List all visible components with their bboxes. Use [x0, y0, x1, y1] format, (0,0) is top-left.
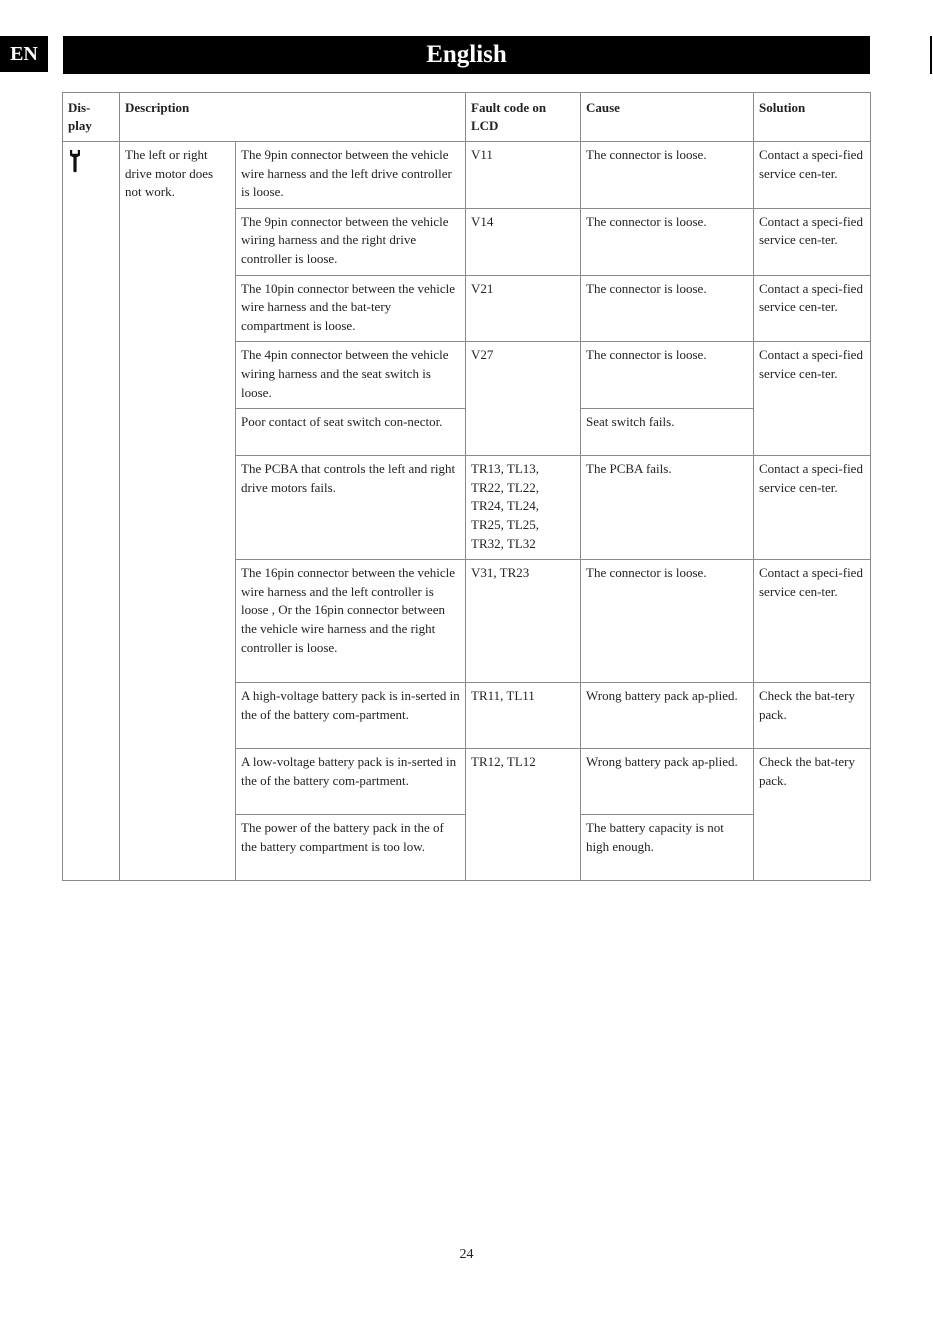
cause-cell: The connector is loose.	[581, 208, 754, 275]
detail-cell: Poor contact of seat switch con-nector.	[236, 409, 466, 456]
col-header-cause: Cause	[581, 93, 754, 142]
table-header-row	[63, 93, 871, 142]
symptom-cell: The left or right drive motor does not work.	[120, 142, 236, 881]
detail-cell: The 10pin connector between the vehicle wire harness and the bat-tery compartment is loose.	[236, 275, 466, 342]
detail-cell: The 16pin connector between the vehicle wire harness and the left controller is loose , Or the 16pin connector between the vehicle wire harness and the right controller is loose.	[236, 560, 466, 683]
cause-cell: The connector is loose.	[581, 275, 754, 342]
col-header-fault-code: Fault code on LCD	[466, 93, 581, 142]
language-title-bar: English	[63, 36, 870, 74]
cause-cell: The connector is loose.	[581, 342, 754, 409]
solution-cell: Check the bat-tery pack.	[754, 683, 871, 749]
display-cell	[63, 142, 120, 881]
solution-cell: Check the bat-tery pack.	[754, 749, 871, 881]
col-header-display: Dis- play	[63, 93, 120, 142]
cause-cell: Wrong battery pack ap-plied.	[581, 683, 754, 749]
cause-cell: Wrong battery pack ap-plied.	[581, 749, 754, 815]
solution-cell: Contact a speci-fied service cen-ter.	[754, 342, 871, 456]
solution-cell: Contact a speci-fied service cen-ter.	[754, 456, 871, 560]
detail-cell: The 9pin connector between the vehicle wire harness and the left drive controller is loose.	[236, 142, 466, 209]
fault-code-cell: V21	[466, 275, 581, 342]
fault-code-cell: V14	[466, 208, 581, 275]
fault-code-cell: TR11, TL11	[466, 683, 581, 749]
detail-cell: The 9pin connector between the vehicle wiring harness and the right drive controller is loose.	[236, 208, 466, 275]
cause-cell: The connector is loose.	[581, 142, 754, 209]
fault-code-cell: V27	[466, 342, 581, 456]
language-code-tab: EN	[0, 36, 48, 72]
fault-code-cell: TR13, TL13, TR22, TL22, TR24, TL24, TR25, TL25, TR32, TL32	[466, 456, 581, 560]
page-edge-mark	[930, 36, 932, 74]
detail-cell: The PCBA that controls the left and right drive motors fails.	[236, 456, 466, 560]
detail-cell: The 4pin connector between the vehicle wiring harness and the seat switch is loose.	[236, 342, 466, 409]
solution-cell: Contact a speci-fied service cen-ter.	[754, 142, 871, 209]
fault-code-table	[62, 92, 871, 881]
page-number: 24	[459, 1247, 474, 1262]
table-row	[63, 142, 871, 209]
fault-code-cell: V11	[466, 142, 581, 209]
solution-cell: Contact a speci-fied service cen-ter.	[754, 560, 871, 683]
detail-cell: A high-voltage battery pack is in-serted in the of the battery com-partment.	[236, 683, 466, 749]
detail-cell: A low-voltage battery pack is in-serted in the of the battery com-partment.	[236, 749, 466, 815]
col-header-solution: Solution	[754, 93, 871, 142]
col-header-description: Description	[120, 93, 466, 142]
cause-cell: Seat switch fails.	[581, 409, 754, 456]
fault-code-cell: V31, TR23	[466, 560, 581, 683]
fault-code-cell: TR12, TL12	[466, 749, 581, 881]
wrench-icon	[69, 149, 81, 179]
cause-cell: The PCBA fails.	[581, 456, 754, 560]
solution-cell: Contact a speci-fied service cen-ter.	[754, 275, 871, 342]
solution-cell: Contact a speci-fied service cen-ter.	[754, 208, 871, 275]
cause-cell: The battery capacity is not high enough.	[581, 815, 754, 881]
detail-cell: The power of the battery pack in the of the battery compartment is too low.	[236, 815, 466, 881]
cause-cell: The connector is loose.	[581, 560, 754, 683]
